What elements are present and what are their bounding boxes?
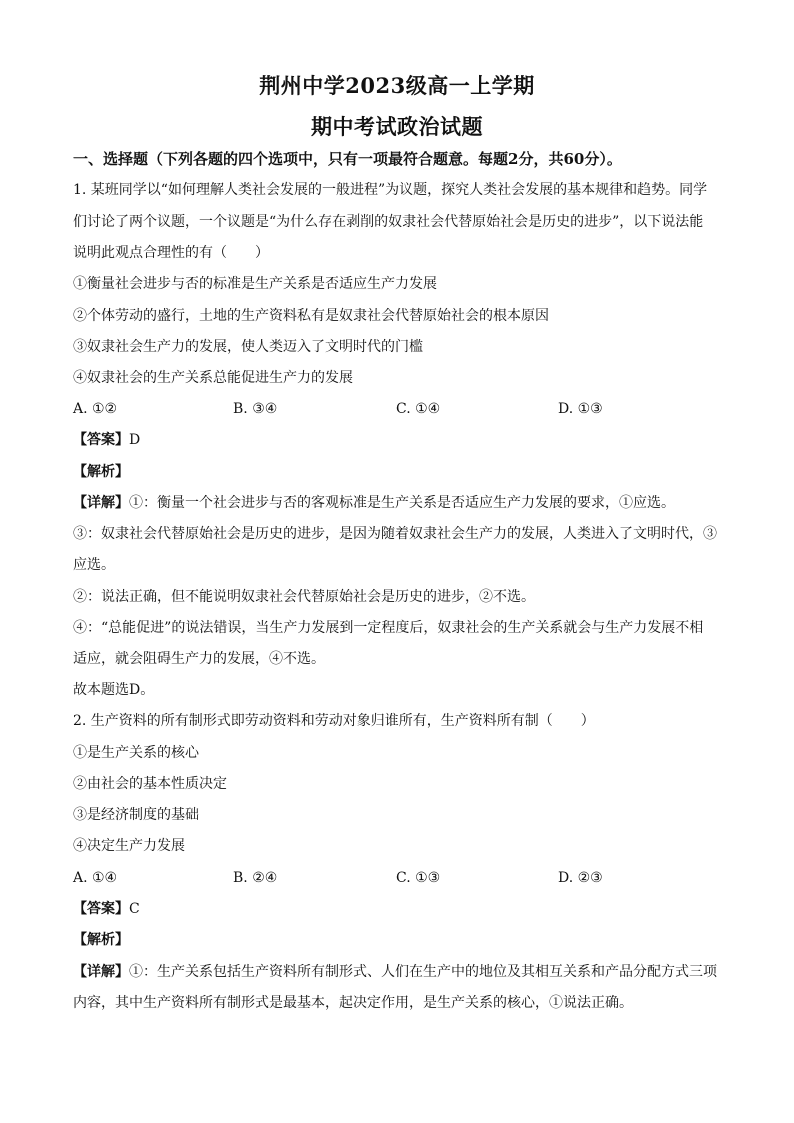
q2-statement: ②由社会的基本性质决定	[73, 776, 227, 792]
q1-detail-line: ④：“总能促进”的说法错误，当生产力发展到一定程度后，奴隶社会的生产关系就会与生产力发展不相	[73, 620, 704, 636]
exam-subtitle: 期中考试政治试题	[311, 114, 483, 139]
q2-option-c: C. ①③	[396, 870, 441, 886]
answer-label: 【答案】	[73, 901, 129, 917]
q1-detail-line: ③：奴隶社会代替原始社会是历史的进步，是因为随着奴隶社会生产力的发展，人类进入了文明时代，③	[73, 526, 717, 542]
q1-detail-line: 适应，就会阻碍生产力的发展，④不选。	[73, 651, 325, 667]
q1-statement: ②个体劳动的盛行，土地的生产资料私有是奴隶社会代替原始社会的根本原因	[73, 308, 549, 324]
q1-detail-line: 应选。	[73, 557, 115, 573]
answer-value: D	[129, 432, 141, 448]
q2-stem: 2. 生产资料的所有制形式即劳动资料和劳动对象归谁所有，生产资料所有制（ ）	[73, 713, 595, 729]
q1-detail-line	[73, 493, 733, 513]
q1-analysis-label: 【解析】	[73, 464, 129, 480]
q1-statement: ③奴隶社会生产力的发展，使人类迈入了文明时代的门槛	[73, 339, 423, 355]
q2-statement: ④决定生产力发展	[73, 838, 185, 854]
detail-text: ①：衡量一个社会进步与否的客观标准是生产关系是否适应生产力发展的要求，①应选。	[129, 495, 675, 511]
exam-title: 荆州中学2023级高一上学期	[259, 73, 535, 98]
q1-stem-line: 说明此观点合理性的有（ ）	[73, 245, 269, 261]
q1-option-a: A. ①②	[73, 401, 118, 417]
q1-stem-line: 1. 某班同学以“如何理解人类社会发展的一般进程”为议题，探究人类社会发展的基本规律和趋势。同学	[73, 182, 708, 198]
q2-answer	[73, 899, 733, 919]
q1-detail-line: 故本题选D。	[73, 682, 155, 698]
q2-option-b: B. ②④	[233, 870, 278, 886]
q2-detail-line	[73, 962, 733, 982]
answer-value: C	[129, 901, 140, 917]
detail-label: 【详解】	[73, 964, 129, 980]
q1-statement: ④奴隶社会的生产关系总能促进生产力的发展	[73, 370, 353, 386]
detail-text: ①：生产关系包括生产资料所有制形式、人们在生产中的地位及其相互关系和产品分配方式三项	[129, 964, 717, 980]
q2-option-a: A. ①④	[73, 870, 118, 886]
q1-statement: ①衡量社会进步与否的标准是生产关系是否适应生产力发展	[73, 276, 437, 292]
q1-option-b: B. ③④	[233, 401, 278, 417]
q2-statement: ①是生产关系的核心	[73, 745, 199, 761]
q2-analysis-label: 【解析】	[73, 932, 129, 948]
q2-detail-line: 内容，其中生产资料所有制形式是最基本，起决定作用，是生产关系的核心，①说法正确。	[73, 995, 633, 1011]
q2-statement: ③是经济制度的基础	[73, 807, 199, 823]
answer-label: 【答案】	[73, 432, 129, 448]
section-header: 一、选择题（下列各题的四个选项中，只有一项最符合题意。每题2分，共60分）。	[73, 150, 622, 168]
detail-label: 【详解】	[73, 495, 129, 511]
q1-stem-line: 们讨论了两个议题，一个议题是“为什么存在剥削的奴隶社会代替原始社会是历史的进步”，以下说法能	[73, 214, 704, 230]
q1-option-d: D. ①③	[558, 401, 603, 417]
q1-detail-line: ②：说法正确，但不能说明奴隶社会代替原始社会是历史的进步，②不选。	[73, 589, 535, 605]
q1-option-c: C. ①④	[396, 401, 441, 417]
q2-option-d: D. ②③	[558, 870, 603, 886]
q1-answer	[73, 430, 733, 450]
